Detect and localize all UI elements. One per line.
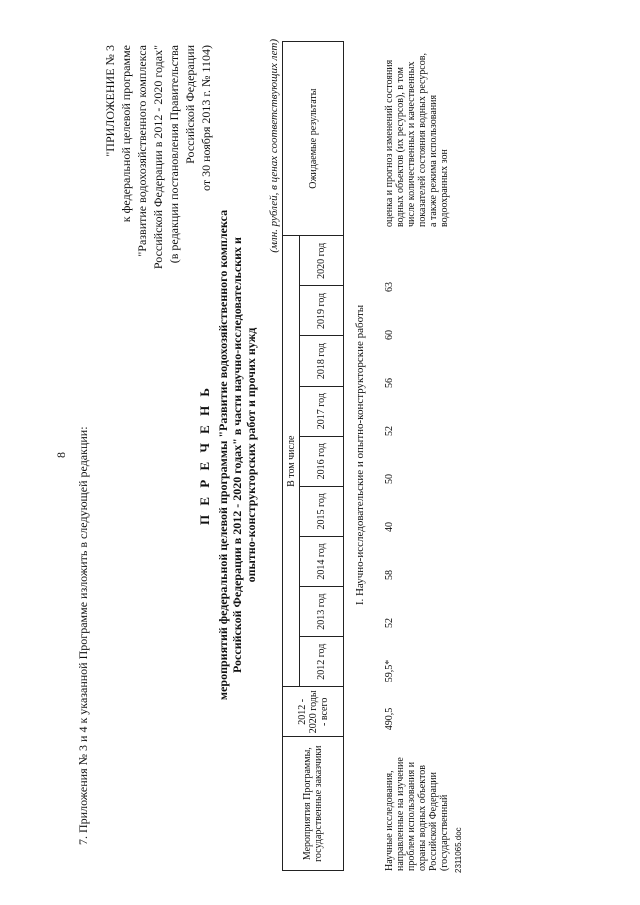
appendix-line: "Развитие водохозяйственного комплекса: [135, 45, 149, 257]
appendix-line: (в редакции постановления Правительства: [167, 45, 181, 264]
row-value-2017: 52: [384, 426, 395, 436]
header-year: 2018 год: [300, 336, 344, 386]
heading-title: П Е Р Е Ч Е Н Ь: [197, 384, 212, 526]
document-heading: [198, 35, 258, 875]
header-year: 2013 год: [300, 587, 344, 637]
appendix-line: Российской Федерации в 2012 - 2020 годах": [151, 45, 165, 270]
page-number: 8: [54, 452, 68, 458]
header-year: 2015 год: [300, 486, 344, 536]
section-title: I. Научно-исследовательские и опытно-конструкторские работы: [354, 304, 366, 606]
document-id: 2311065.doc: [454, 827, 463, 873]
row-value-2016: 50: [384, 474, 395, 484]
appendix-line: к федеральной целевой программе: [119, 45, 133, 223]
row-result: оценка и прогноз изменений состояния водных объектов (их ресурсов), в том числе количественных и качественных показателей состояния водных ресурсов, а также режима использования водоохранных зон: [384, 53, 450, 227]
header-including: В том числе: [283, 236, 300, 687]
row-value-2012: 59,5*: [384, 659, 395, 683]
heading-line: Российской Федерации в 2012 - 2020 годах" в части научно-исследовательских и: [230, 237, 244, 673]
heading-line: мероприятий федеральной целевой программы "Развитие водохозяйственного комплекса: [216, 209, 230, 701]
heading-line: опытно-конструкторских работ и прочих нужд: [244, 327, 258, 583]
header-year: 2017 год: [300, 386, 344, 436]
row-value-2019: 60: [384, 330, 395, 340]
appendix-line: Российской Федерации: [183, 45, 197, 164]
header-year: 2016 год: [300, 436, 344, 486]
row-total: 490,5: [384, 707, 395, 731]
appendix-line: от 30 ноября 2013 г. № 1104): [199, 45, 213, 191]
header-total: 2012 - 2020 годы - всего: [283, 687, 344, 737]
intro-paragraph: 7. Приложения № 3 и 4 к указанной Программе изложить в следующей редакции:: [76, 426, 90, 845]
header-results: Ожидаемые результаты: [283, 42, 344, 236]
row-value-2013: 52: [384, 618, 395, 628]
header-year: 2020 год: [300, 236, 344, 286]
appendix-line: "ПРИЛОЖЕНИЕ № 3: [103, 45, 117, 157]
row-value-2018: 56: [384, 378, 395, 388]
header-year: 2019 год: [300, 286, 344, 336]
programme-table: [282, 41, 344, 871]
header-measures: Мероприятия Программы, государственные заказчики: [283, 737, 344, 871]
row-value-2020: 63: [384, 282, 395, 292]
rotated-content: [50, 35, 470, 875]
header-year: 2012 год: [300, 637, 344, 687]
header-year: 2014 год: [300, 536, 344, 586]
row-value-2015: 40: [384, 522, 395, 532]
units-note: (млн. рублей, в ценах соответствующих лет): [268, 39, 280, 253]
row-measure: Научные исследования, направленные на изучение проблем использования и охраны водных объектов Российской Федерации (государственный: [384, 757, 450, 871]
row-value-2014: 58: [384, 570, 395, 580]
